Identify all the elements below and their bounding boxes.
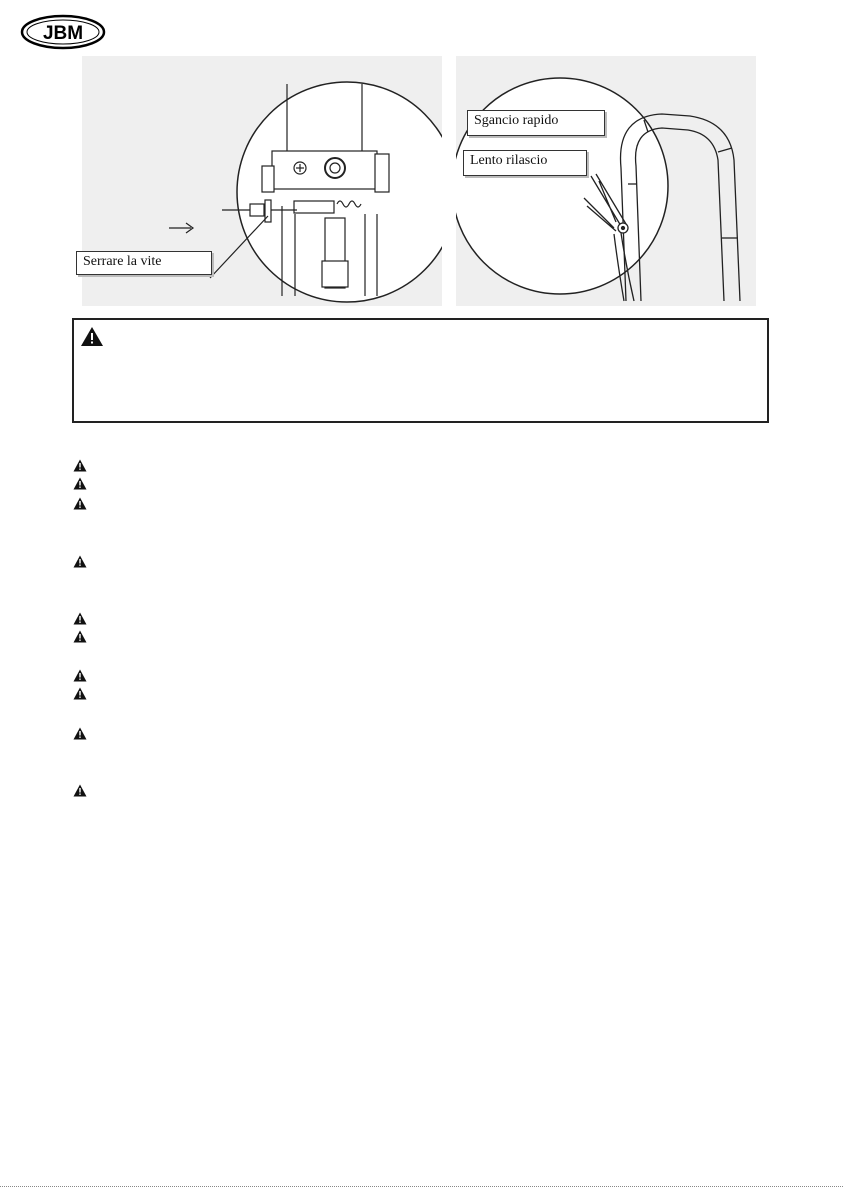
callout-quick-release: Sgancio rapido xyxy=(467,110,605,136)
warning-triangle-icon xyxy=(73,687,87,700)
warning-triangle-icon xyxy=(73,669,87,682)
callout-slow-release: Lento rilascio xyxy=(463,150,587,176)
warning-triangle-icon xyxy=(73,477,87,490)
jbm-logo xyxy=(20,14,106,50)
handle-release-figure xyxy=(456,56,756,306)
page-footer-rule xyxy=(0,1186,843,1187)
warning-triangle-icon xyxy=(73,784,87,797)
warning-box xyxy=(72,318,769,423)
warning-triangle-icon xyxy=(73,727,87,740)
warning-triangle-icon xyxy=(73,630,87,643)
warning-triangle-icon xyxy=(73,497,87,510)
warning-triangle-icon xyxy=(73,612,87,625)
logo-text: JBM xyxy=(42,23,84,44)
warning-triangle-icon xyxy=(80,326,104,347)
warning-triangle-icon xyxy=(73,459,87,472)
warning-triangle-icon xyxy=(73,555,87,568)
callout-tighten-screw: Serrare la vite xyxy=(76,251,212,275)
